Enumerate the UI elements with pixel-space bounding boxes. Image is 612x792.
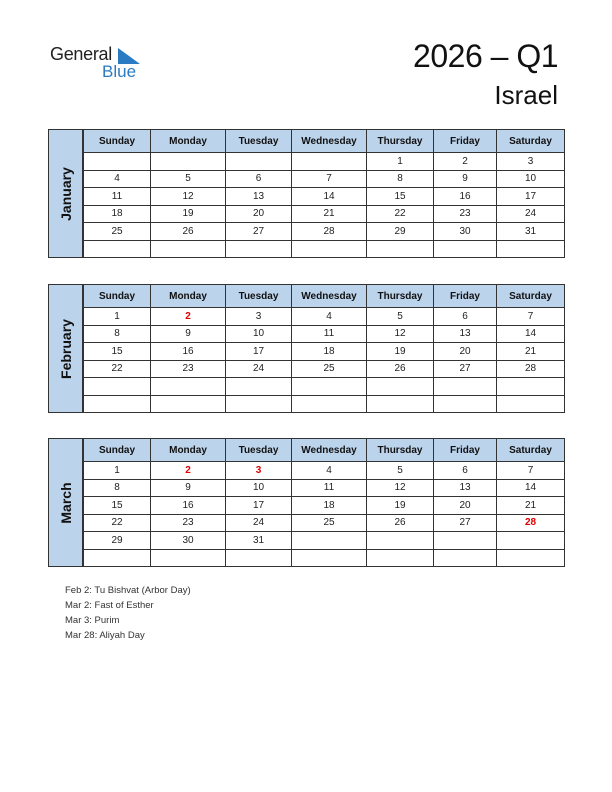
week-row [84, 205, 565, 223]
day-cell: 13 [226, 188, 292, 206]
empty-day-cell [497, 532, 565, 550]
empty-day-cell [367, 549, 434, 567]
day-cell: 6 [226, 170, 292, 188]
day-cell: 7 [497, 462, 565, 480]
day-cell: 5 [367, 308, 434, 326]
empty-day-cell [151, 395, 226, 413]
empty-day-cell [151, 378, 226, 396]
day-cell: 13 [434, 479, 497, 497]
day-cell: 29 [84, 532, 151, 550]
day-cell: 24 [226, 360, 292, 378]
day-cell: 19 [367, 497, 434, 515]
day-cell: 7 [292, 170, 367, 188]
logo-general-text: General [50, 44, 112, 64]
week-row [84, 497, 565, 515]
empty-day-cell [84, 549, 151, 567]
day-cell: 21 [497, 343, 565, 361]
day-cell: 29 [367, 223, 434, 241]
month-calendar-february [48, 284, 564, 412]
country-name: Israel [494, 80, 558, 110]
weekday-header: Saturday [497, 130, 565, 153]
empty-day-cell [292, 153, 367, 171]
day-cell: 12 [151, 188, 226, 206]
day-cell: 17 [497, 188, 565, 206]
weekday-header: Thursday [367, 130, 434, 153]
holiday-note: Feb 2: Tu Bishvat (Arbor Day) [65, 585, 191, 596]
day-cell: 26 [367, 514, 434, 532]
day-cell: 2 [434, 153, 497, 171]
day-cell: 8 [367, 170, 434, 188]
empty-day-cell [226, 395, 292, 413]
day-cell: 6 [434, 308, 497, 326]
day-cell: 28 [497, 514, 565, 532]
day-cell: 1 [84, 462, 151, 480]
weekday-header: Wednesday [292, 439, 367, 462]
month-name: January [57, 166, 74, 221]
day-cell: 15 [84, 497, 151, 515]
day-cell: 17 [226, 497, 292, 515]
week-row [84, 325, 565, 343]
day-cell: 15 [367, 188, 434, 206]
day-cell: 3 [226, 462, 292, 480]
day-cell: 10 [497, 170, 565, 188]
week-row [84, 188, 565, 206]
weekday-header: Sunday [84, 130, 151, 153]
weekday-header: Saturday [497, 439, 565, 462]
day-cell: 12 [367, 325, 434, 343]
empty-day-cell [434, 240, 497, 258]
week-row [84, 395, 565, 413]
weekday-header-row [84, 130, 565, 153]
week-row [84, 240, 565, 258]
week-row [84, 343, 565, 361]
day-cell: 2 [151, 462, 226, 480]
empty-day-cell [226, 549, 292, 567]
holiday-note: Mar 28: Aliyah Day [65, 630, 145, 641]
day-cell: 9 [151, 325, 226, 343]
empty-day-cell [292, 395, 367, 413]
day-cell: 3 [226, 308, 292, 326]
empty-day-cell [497, 378, 565, 396]
week-row [84, 170, 565, 188]
weekday-header-row [84, 285, 565, 308]
week-row [84, 223, 565, 241]
day-cell: 26 [367, 360, 434, 378]
empty-day-cell [497, 240, 565, 258]
day-cell: 30 [434, 223, 497, 241]
day-cell: 16 [434, 188, 497, 206]
empty-day-cell [367, 532, 434, 550]
day-cell: 22 [84, 514, 151, 532]
day-cell: 6 [434, 462, 497, 480]
day-cell: 1 [367, 153, 434, 171]
day-cell: 11 [84, 188, 151, 206]
week-row [84, 479, 565, 497]
day-cell: 11 [292, 479, 367, 497]
day-cell: 24 [497, 205, 565, 223]
month-calendar-january [48, 129, 564, 257]
holiday-notes [65, 583, 191, 643]
day-cell: 26 [151, 223, 226, 241]
day-cell: 5 [367, 462, 434, 480]
day-cell: 3 [497, 153, 565, 171]
week-row [84, 462, 565, 480]
day-cell: 16 [151, 343, 226, 361]
day-cell: 20 [434, 343, 497, 361]
weekday-header: Saturday [497, 285, 565, 308]
empty-day-cell [497, 395, 565, 413]
empty-day-cell [151, 549, 226, 567]
day-cell: 22 [367, 205, 434, 223]
day-cell: 17 [226, 343, 292, 361]
month-name: March [57, 481, 74, 524]
day-cell: 11 [292, 325, 367, 343]
month-label-box [48, 284, 83, 413]
day-cell: 24 [226, 514, 292, 532]
empty-day-cell [84, 240, 151, 258]
holiday-note: Mar 3: Purim [65, 615, 120, 626]
day-cell: 27 [434, 514, 497, 532]
day-cell: 18 [292, 497, 367, 515]
month-name: February [57, 318, 74, 379]
empty-day-cell [292, 549, 367, 567]
month-label-box [48, 129, 83, 258]
day-cell: 19 [367, 343, 434, 361]
empty-day-cell [434, 549, 497, 567]
day-cell: 10 [226, 479, 292, 497]
day-cell: 16 [151, 497, 226, 515]
day-cell: 18 [292, 343, 367, 361]
week-row [84, 514, 565, 532]
logo-blue-text: Blue [102, 62, 137, 81]
day-cell: 31 [497, 223, 565, 241]
day-cell: 23 [434, 205, 497, 223]
day-cell: 25 [292, 360, 367, 378]
day-cell: 4 [292, 308, 367, 326]
day-cell: 12 [367, 479, 434, 497]
day-cell: 8 [84, 479, 151, 497]
day-cell: 14 [497, 325, 565, 343]
month-table [83, 129, 565, 258]
day-cell: 1 [84, 308, 151, 326]
logo [50, 44, 150, 84]
empty-day-cell [367, 395, 434, 413]
month-table [83, 284, 565, 413]
day-cell: 21 [497, 497, 565, 515]
empty-day-cell [367, 378, 434, 396]
empty-day-cell [151, 240, 226, 258]
weekday-header: Thursday [367, 285, 434, 308]
day-cell: 15 [84, 343, 151, 361]
weekday-header: Thursday [367, 439, 434, 462]
day-cell: 14 [292, 188, 367, 206]
week-row [84, 378, 565, 396]
day-cell: 19 [151, 205, 226, 223]
weekday-header: Friday [434, 439, 497, 462]
month-table [83, 438, 565, 567]
day-cell: 9 [151, 479, 226, 497]
day-cell: 7 [497, 308, 565, 326]
empty-day-cell [434, 532, 497, 550]
weekday-header-row [84, 439, 565, 462]
empty-day-cell [151, 153, 226, 171]
day-cell: 25 [84, 223, 151, 241]
empty-day-cell [84, 153, 151, 171]
day-cell: 28 [497, 360, 565, 378]
holiday-note: Mar 2: Fast of Esther [65, 600, 154, 611]
day-cell: 14 [497, 479, 565, 497]
day-cell: 22 [84, 360, 151, 378]
empty-day-cell [84, 378, 151, 396]
weekday-header: Tuesday [226, 439, 292, 462]
day-cell: 28 [292, 223, 367, 241]
day-cell: 27 [226, 223, 292, 241]
empty-day-cell [226, 378, 292, 396]
day-cell: 25 [292, 514, 367, 532]
day-cell: 31 [226, 532, 292, 550]
day-cell: 21 [292, 205, 367, 223]
week-row [84, 153, 565, 171]
empty-day-cell [84, 395, 151, 413]
month-calendar-march [48, 438, 564, 566]
empty-day-cell [226, 240, 292, 258]
week-row [84, 532, 565, 550]
weekday-header: Friday [434, 285, 497, 308]
weekday-header: Tuesday [226, 285, 292, 308]
day-cell: 20 [226, 205, 292, 223]
weekday-header: Monday [151, 285, 226, 308]
day-cell: 2 [151, 308, 226, 326]
day-cell: 5 [151, 170, 226, 188]
week-row [84, 308, 565, 326]
empty-day-cell [292, 532, 367, 550]
weekday-header: Sunday [84, 439, 151, 462]
empty-day-cell [292, 378, 367, 396]
day-cell: 27 [434, 360, 497, 378]
weekday-header: Wednesday [292, 130, 367, 153]
day-cell: 8 [84, 325, 151, 343]
empty-day-cell [434, 395, 497, 413]
day-cell: 23 [151, 360, 226, 378]
weekday-header: Monday [151, 130, 226, 153]
day-cell: 10 [226, 325, 292, 343]
day-cell: 4 [84, 170, 151, 188]
empty-day-cell [367, 240, 434, 258]
day-cell: 23 [151, 514, 226, 532]
empty-day-cell [497, 549, 565, 567]
day-cell: 13 [434, 325, 497, 343]
day-cell: 20 [434, 497, 497, 515]
day-cell: 30 [151, 532, 226, 550]
weekday-header: Tuesday [226, 130, 292, 153]
weekday-header: Wednesday [292, 285, 367, 308]
empty-day-cell [292, 240, 367, 258]
day-cell: 9 [434, 170, 497, 188]
day-cell: 4 [292, 462, 367, 480]
weekday-header: Friday [434, 130, 497, 153]
month-label-box [48, 438, 83, 567]
empty-day-cell [226, 153, 292, 171]
weekday-header: Sunday [84, 285, 151, 308]
weekday-header: Monday [151, 439, 226, 462]
day-cell: 18 [84, 205, 151, 223]
week-row [84, 360, 565, 378]
page-title: 2026 – Q1 [413, 38, 558, 74]
week-row [84, 549, 565, 567]
empty-day-cell [434, 378, 497, 396]
